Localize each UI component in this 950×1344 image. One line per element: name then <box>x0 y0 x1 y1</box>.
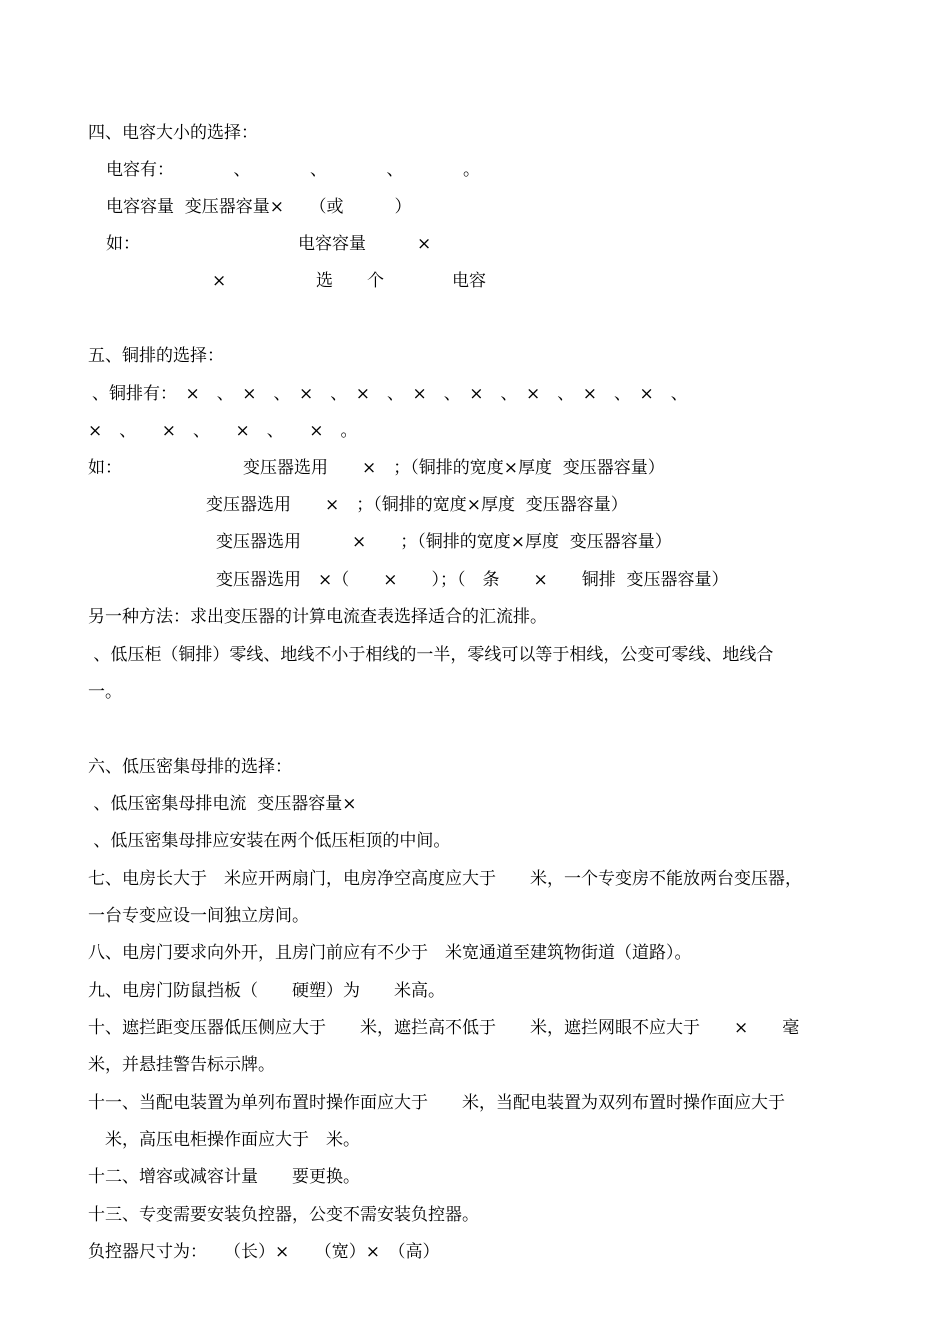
copper-example-4: 变压器选用 ×（ × ）；（ 条 × 铜排 变压器容量） <box>216 570 729 590</box>
neutral-ground-rule-2: 一。 <box>88 682 122 702</box>
copper-bar-sizes-line-2: × 、 × 、 × 、 × 。 <box>88 421 358 441</box>
section-12-line: 十二、增容或减容计量 要更换。 <box>88 1167 360 1187</box>
section-5-heading: 五、铜排的选择： <box>88 346 224 366</box>
copper-example-1: 变压器选用 × ；（铜排的宽度×厚度 变压器容量） <box>243 458 665 478</box>
busway-current-rule: 、低压密集母排电流 变压器容量× <box>88 794 357 814</box>
section-10-line-2: 米，并悬挂警告标示牌。 <box>88 1055 275 1075</box>
section-11-line-1: 十一、当配电装置为单列布置时操作面应大于 米，当配电装置为双列布置时操作面应大于 <box>88 1093 785 1113</box>
section-10-line-1: 十、遮拦距变压器低压侧应大于 米，遮拦高不低于 米，遮拦网眼不应大于 × 毫 <box>88 1018 800 1038</box>
copper-example-label: 如： <box>88 458 122 478</box>
capacitor-types-line: 电容有： 、 、 、 。 <box>106 160 480 180</box>
capacitor-example-unit: 电容 <box>452 271 486 291</box>
busway-install-rule: 、低压密集母排应安装在两个低压柜顶的中间。 <box>88 831 451 851</box>
section-8-line: 八、电房门要求向外开，且房门前应有不少于 米宽通道至建筑物街道（道路）。 <box>88 943 692 963</box>
capacitor-example-capacity: 电容容量 × <box>298 234 432 254</box>
section-11-line-2: 米，高压电柜操作面应大于 米。 <box>88 1130 360 1150</box>
section-13-line: 十三、专变需要安装负控器，公变不需安装负控器。 <box>88 1205 479 1225</box>
section-7-line-2: 一台专变应设一间独立房间。 <box>88 906 309 926</box>
capacitor-example-times: × <box>212 271 227 291</box>
capacitor-example-select: 选 个 <box>316 271 384 291</box>
neutral-ground-rule-1: 、低压柜（铜排）零线、地线不小于相线的一半，零线可以等于相线，公变可零线、地线合 <box>88 645 774 665</box>
copper-bar-sizes-line-1: 、铜排有： × 、 × 、 × 、 × 、 × 、 × 、 × 、 × 、 × 、 <box>92 384 688 404</box>
alternative-method: 另一种方法：求出变压器的计算电流查表选择适合的汇流排。 <box>88 607 547 627</box>
capacitor-capacity-formula: 电容容量 变压器容量× （或 ） <box>106 197 412 217</box>
section-7-line-1: 七、电房长大于 米应开两扇门，电房净空高度应大于 米，一个专变房不能放两台变压器， <box>88 869 802 889</box>
copper-example-3: 变压器选用 × ；（铜排的宽度×厚度 变压器容量） <box>216 532 672 552</box>
capacitor-example-label: 如： <box>106 234 140 254</box>
section-9-line: 九、电房门防鼠挡板（ 硬塑）为 米高。 <box>88 981 445 1001</box>
load-controller-dimensions: 负控器尺寸为： （长）× （宽）× （高） <box>88 1242 440 1262</box>
section-6-heading: 六、低压密集母排的选择： <box>88 757 292 777</box>
copper-example-2: 变压器选用 × ；（铜排的宽度×厚度 变压器容量） <box>206 495 628 515</box>
section-4-heading: 四、电容大小的选择： <box>88 123 258 143</box>
